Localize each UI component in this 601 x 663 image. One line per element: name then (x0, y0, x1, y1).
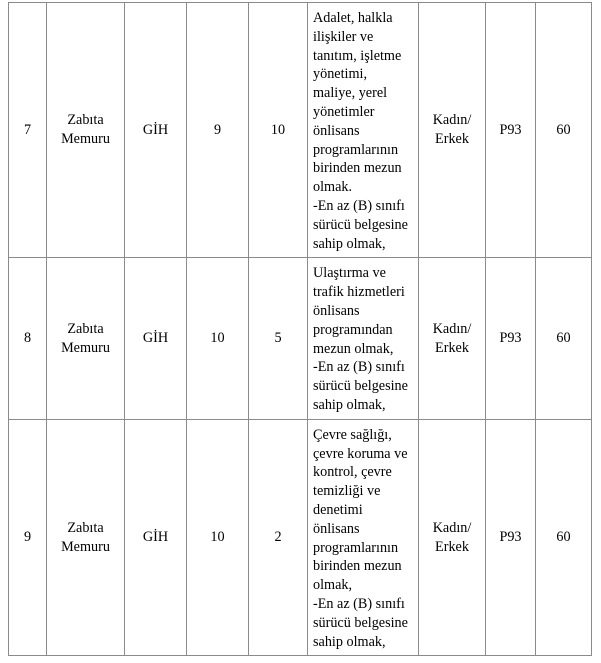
position-grade: 9 (187, 3, 249, 258)
gender-line: Erkek (435, 538, 469, 555)
position-gender (419, 419, 486, 656)
score-type: P93 (486, 3, 536, 258)
requirement-line: olmak. (313, 179, 353, 196)
requirement-line: sahip olmak, (313, 235, 386, 252)
min-score: 60 (536, 3, 592, 258)
position-requirements (308, 419, 419, 656)
position-title (47, 258, 125, 419)
requirement-line: sürücü belgesine (313, 614, 408, 631)
gender-line: Kadın/ (432, 112, 472, 129)
requirement-line: sahip olmak, (313, 396, 386, 413)
requirement-line: -En az (B) sınıfı (313, 359, 405, 376)
requirement-line: sürücü belgesine (313, 216, 408, 233)
min-score: 60 (536, 258, 592, 419)
gender-line: Erkek (435, 131, 469, 148)
requirement-line: denetimi (313, 501, 363, 518)
position-gender (419, 3, 486, 258)
table-row (9, 419, 592, 656)
row-number: 7 (9, 3, 47, 258)
staff-positions-table (8, 2, 592, 656)
row-number: 9 (9, 419, 47, 656)
score-type: P93 (486, 258, 536, 419)
requirement-line: trafik hizmetleri (313, 284, 405, 301)
requirement-line: temizliği ve (313, 483, 381, 500)
requirement-line: Çevre sağlığı, (313, 426, 392, 443)
requirement-line: yönetimler (313, 103, 375, 120)
min-score: 60 (536, 419, 592, 656)
requirement-line: birinden mezun (313, 558, 402, 575)
requirement-line: maliye, yerel (313, 85, 388, 102)
position-count: 2 (249, 419, 308, 656)
requirement-line: programından (313, 321, 393, 338)
gender-line: Erkek (435, 339, 469, 356)
requirement-line: -En az (B) sınıfı (313, 595, 405, 612)
requirement-line: Ulaştırma ve (313, 265, 386, 282)
position-title (47, 419, 125, 656)
position-title (47, 3, 125, 258)
requirement-line: mezun olmak, (313, 340, 394, 357)
requirement-line: önlisans (313, 520, 360, 537)
requirement-line: kontrol, çevre (313, 464, 392, 481)
position-grade: 10 (187, 258, 249, 419)
requirement-line: önlisans (313, 302, 360, 319)
row-number: 8 (9, 258, 47, 419)
requirement-line: olmak, (313, 577, 353, 594)
position-class: GİH (125, 419, 187, 656)
gender-line: Kadın/ (432, 519, 472, 536)
position-grade: 10 (187, 419, 249, 656)
table-row (9, 3, 592, 258)
table-row (9, 258, 592, 419)
position-title-line: Memuru (61, 131, 110, 148)
position-title-line: Zabıta (67, 112, 104, 129)
position-title-line: Zabıta (67, 320, 104, 337)
requirement-line: programlarının (313, 539, 399, 556)
score-type: P93 (486, 419, 536, 656)
requirement-line: sahip olmak, (313, 633, 386, 650)
requirement-line: sürücü belgesine (313, 378, 408, 395)
position-requirements (308, 258, 419, 419)
position-class: GİH (125, 3, 187, 258)
requirement-line: Adalet, halkla (313, 10, 393, 26)
position-title-line: Zabıta (67, 519, 104, 536)
position-title-line: Memuru (61, 339, 110, 356)
requirement-line: birinden mezun (313, 160, 402, 177)
position-count: 5 (249, 258, 308, 419)
position-class: GİH (125, 258, 187, 419)
position-count: 10 (249, 3, 308, 258)
requirement-line: yönetimi, (313, 66, 367, 83)
position-title-line: Memuru (61, 538, 110, 555)
position-gender (419, 258, 486, 419)
requirement-line: -En az (B) sınıfı (313, 197, 405, 214)
requirement-line: ilişkiler ve (313, 28, 374, 45)
gender-line: Kadın/ (432, 320, 472, 337)
requirement-line: tanıtım, işletme (313, 47, 402, 64)
requirement-line: programlarının (313, 141, 399, 158)
position-requirements (308, 3, 419, 258)
requirement-line: çevre koruma ve (313, 445, 408, 462)
requirement-line: önlisans (313, 122, 360, 139)
